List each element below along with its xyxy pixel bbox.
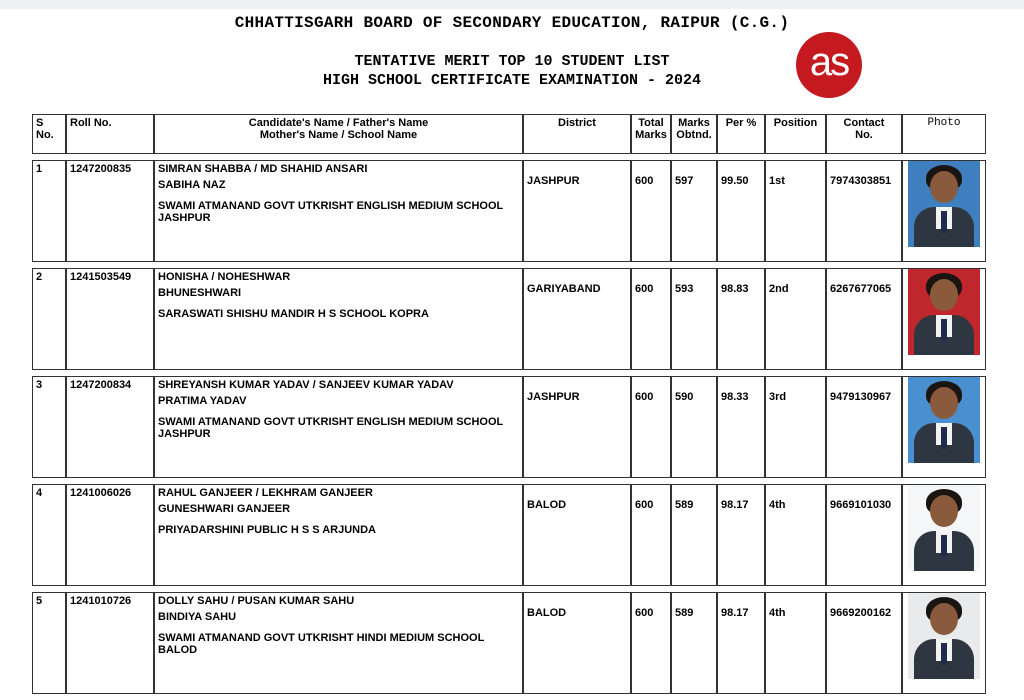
student-photo [908,593,980,679]
mother-name: BHUNESHWARI [158,287,242,299]
col-total [631,114,671,154]
cell-candidate [154,376,523,478]
mother-name: SABIHA NAZ [158,179,226,191]
cell-position: 2nd [765,268,826,370]
cell-marks: 593 [671,268,717,370]
school-line2: JASHPUR [158,428,211,440]
table-row [32,268,986,370]
col-total-line1: Total [638,117,664,129]
cell-roll: 1247200835 [66,160,154,262]
cell-per: 99.50 [717,160,765,262]
cell-total: 600 [631,484,671,586]
cell-per: 98.33 [717,376,765,478]
candidate-father-name: RAHUL GANJEER / LEKHRAM GANJEER [158,487,373,499]
cell-roll: 1247200834 [66,376,154,478]
photo-face [930,495,958,527]
col-position: Position [765,114,826,154]
col-name-line2: Mother's Name / School Name [259,129,418,141]
cell-contact: 9479130967 [826,376,902,478]
candidate-father-name: SHREYANSH KUMAR YADAV / SANJEEV KUMAR YADAV [158,379,454,391]
col-marks-line1: Marks [678,117,710,129]
school-line1: SARASWATI SHISHU MANDIR H S SCHOOL KOPRA [158,308,429,320]
cell-photo [902,592,986,694]
cell-per: 98.83 [717,268,765,370]
cell-position: 4th [765,484,826,586]
photo-tie [941,643,947,665]
school-line1: SWAMI ATMANAND GOVT UTKRISHT HINDI MEDIUM SCHOOL [158,632,485,644]
col-total-line2: Marks [635,129,667,141]
cell-marks: 597 [671,160,717,262]
photo-tie [941,427,947,449]
cell-total: 600 [631,376,671,478]
cell-per: 98.17 [717,592,765,694]
school-name [158,416,519,440]
col-per: Per % [717,114,765,154]
cell-district: BALOD [523,484,631,586]
candidate-father-name: HONISHA / NOHESHWAR [158,271,291,283]
school-name [158,308,519,320]
cell-contact: 7974303851 [826,160,902,262]
cell-sno: 4 [32,484,66,586]
school-line2: BALOD [158,644,198,656]
mother-name: PRATIMA YADAV [158,395,247,407]
cell-total: 600 [631,160,671,262]
cell-contact: 9669200162 [826,592,902,694]
table-row [32,592,986,694]
photo-face [930,279,958,311]
cell-candidate [154,268,523,370]
student-photo [908,377,980,463]
candidate-father-name: DOLLY SAHU / PUSAN KUMAR SAHU [158,595,355,607]
col-contact-line1: Contact [843,117,885,129]
cell-marks: 590 [671,376,717,478]
col-contact-line2: No. [855,129,873,141]
cell-candidate [154,484,523,586]
exam-title: HIGH SCHOOL CERTIFICATE EXAMINATION - 2024 [322,72,702,89]
board-title: CHHATTISGARH BOARD OF SECONDARY EDUCATION, RAIPUR (C.G.) [234,14,790,32]
cell-marks: 589 [671,484,717,586]
cell-district: BALOD [523,592,631,694]
photo-face [930,171,958,203]
cell-sno: 5 [32,592,66,694]
cell-photo [902,268,986,370]
cell-district: JASHPUR [523,376,631,478]
top-strip [0,0,1024,9]
col-roll-label: Roll No. [70,117,112,129]
cell-roll: 1241503549 [66,268,154,370]
cell-marks: 589 [671,592,717,694]
col-marks [671,114,717,154]
school-name [158,524,519,536]
mother-name: BINDIYA SAHU [158,611,237,623]
cell-photo [902,160,986,262]
school-line1: SWAMI ATMANAND GOVT UTKRISHT ENGLISH MEDIUM SCHOOL [158,416,504,428]
as-logo: as [796,32,862,98]
candidate-father-name: SIMRAN SHABBA / MD SHAHID ANSARI [158,163,368,175]
cell-candidate [154,592,523,694]
cell-district: JASHPUR [523,160,631,262]
header-row [32,114,986,154]
col-photo: Photo [902,114,986,154]
cell-position: 4th [765,592,826,694]
col-name-line1: Candidate's Name / Father's Name [248,117,429,129]
student-photo [908,161,980,247]
table-row [32,376,986,478]
school-name [158,200,519,224]
cell-roll: 1241006026 [66,484,154,586]
cell-position: 1st [765,160,826,262]
col-roll [66,114,154,154]
student-photo [908,269,980,355]
school-name [158,632,519,656]
col-name [154,114,523,154]
school-line1: PRIYADARSHINI PUBLIC H S S ARJUNDA [158,524,376,536]
photo-tie [941,319,947,341]
school-line1: SWAMI ATMANAND GOVT UTKRISHT ENGLISH MEDIUM SCHOOL [158,200,504,212]
table-row [32,160,986,262]
cell-photo [902,376,986,478]
cell-total: 600 [631,592,671,694]
cell-sno: 2 [32,268,66,370]
cell-sno: 1 [32,160,66,262]
cell-contact: 6267677065 [826,268,902,370]
photo-tie [941,211,947,233]
cell-contact: 9669101030 [826,484,902,586]
cell-position: 3rd [765,376,826,478]
cell-total: 600 [631,268,671,370]
list-title: TENTATIVE MERIT TOP 10 STUDENT LIST [354,53,670,70]
table-row [32,484,986,586]
cell-sno: 3 [32,376,66,478]
photo-face [930,603,958,635]
student-photo [908,485,980,571]
mother-name: GUNESHWARI GANJEER [158,503,291,515]
cell-photo [902,484,986,586]
col-district: District [523,114,631,154]
cell-per: 98.17 [717,484,765,586]
col-marks-line2: Obtnd. [676,129,712,141]
col-sno: S No. [32,114,66,154]
cell-candidate [154,160,523,262]
photo-tie [941,535,947,557]
merit-table [32,108,986,700]
photo-face [930,387,958,419]
col-contact [826,114,902,154]
cell-roll: 1241010726 [66,592,154,694]
school-line2: JASHPUR [158,212,211,224]
cell-district: GARIYABAND [523,268,631,370]
